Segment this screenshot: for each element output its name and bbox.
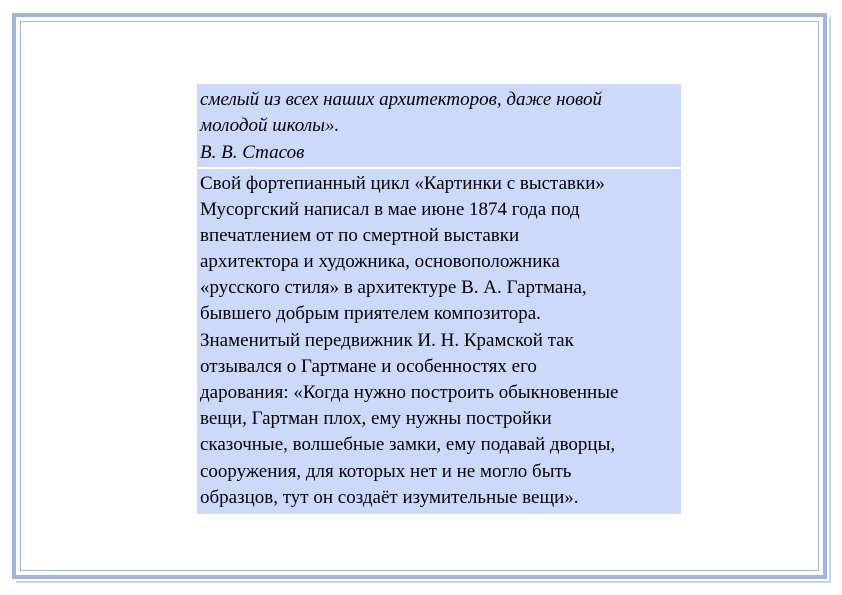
body-line: сооружения, для которых нет и не могло быть — [200, 461, 572, 482]
body-line: архитектора и художника, основоположника — [200, 251, 560, 272]
quote-line: смелый из всех наших архитекторов, даже новой — [200, 89, 603, 110]
body-line: Знаменитый передвижник И. Н. Крамской так — [200, 330, 574, 351]
body-line: образцов, тут он создаёт изумительные вещи». — [200, 487, 579, 508]
body-line: бывшего добрым приятелем композитора. — [200, 303, 541, 324]
body-line: Свой фортепианный цикл «Картинки с выставки» — [200, 173, 605, 194]
body-line: вещи, Гартман плох, ему нужны постройки — [200, 408, 552, 429]
body-line: дарования: «Когда нужно построить обыкновенные — [200, 382, 619, 403]
body-line: Мусоргский написал в мае июне 1874 года под — [200, 199, 580, 220]
body-line: отзывался о Гартмане и особенностях его — [200, 356, 537, 377]
quote-author: В. В. Стасов — [200, 142, 305, 163]
body-line: сказочные, волшебные замки, ему подавай дворцы, — [200, 434, 616, 455]
body-line: впечатлением от по смертной выставки — [200, 225, 520, 246]
body-line: «русского стиля» в архитектуре В. А. Гартмана, — [200, 277, 587, 298]
quote-line: молодой школы». — [200, 115, 340, 136]
